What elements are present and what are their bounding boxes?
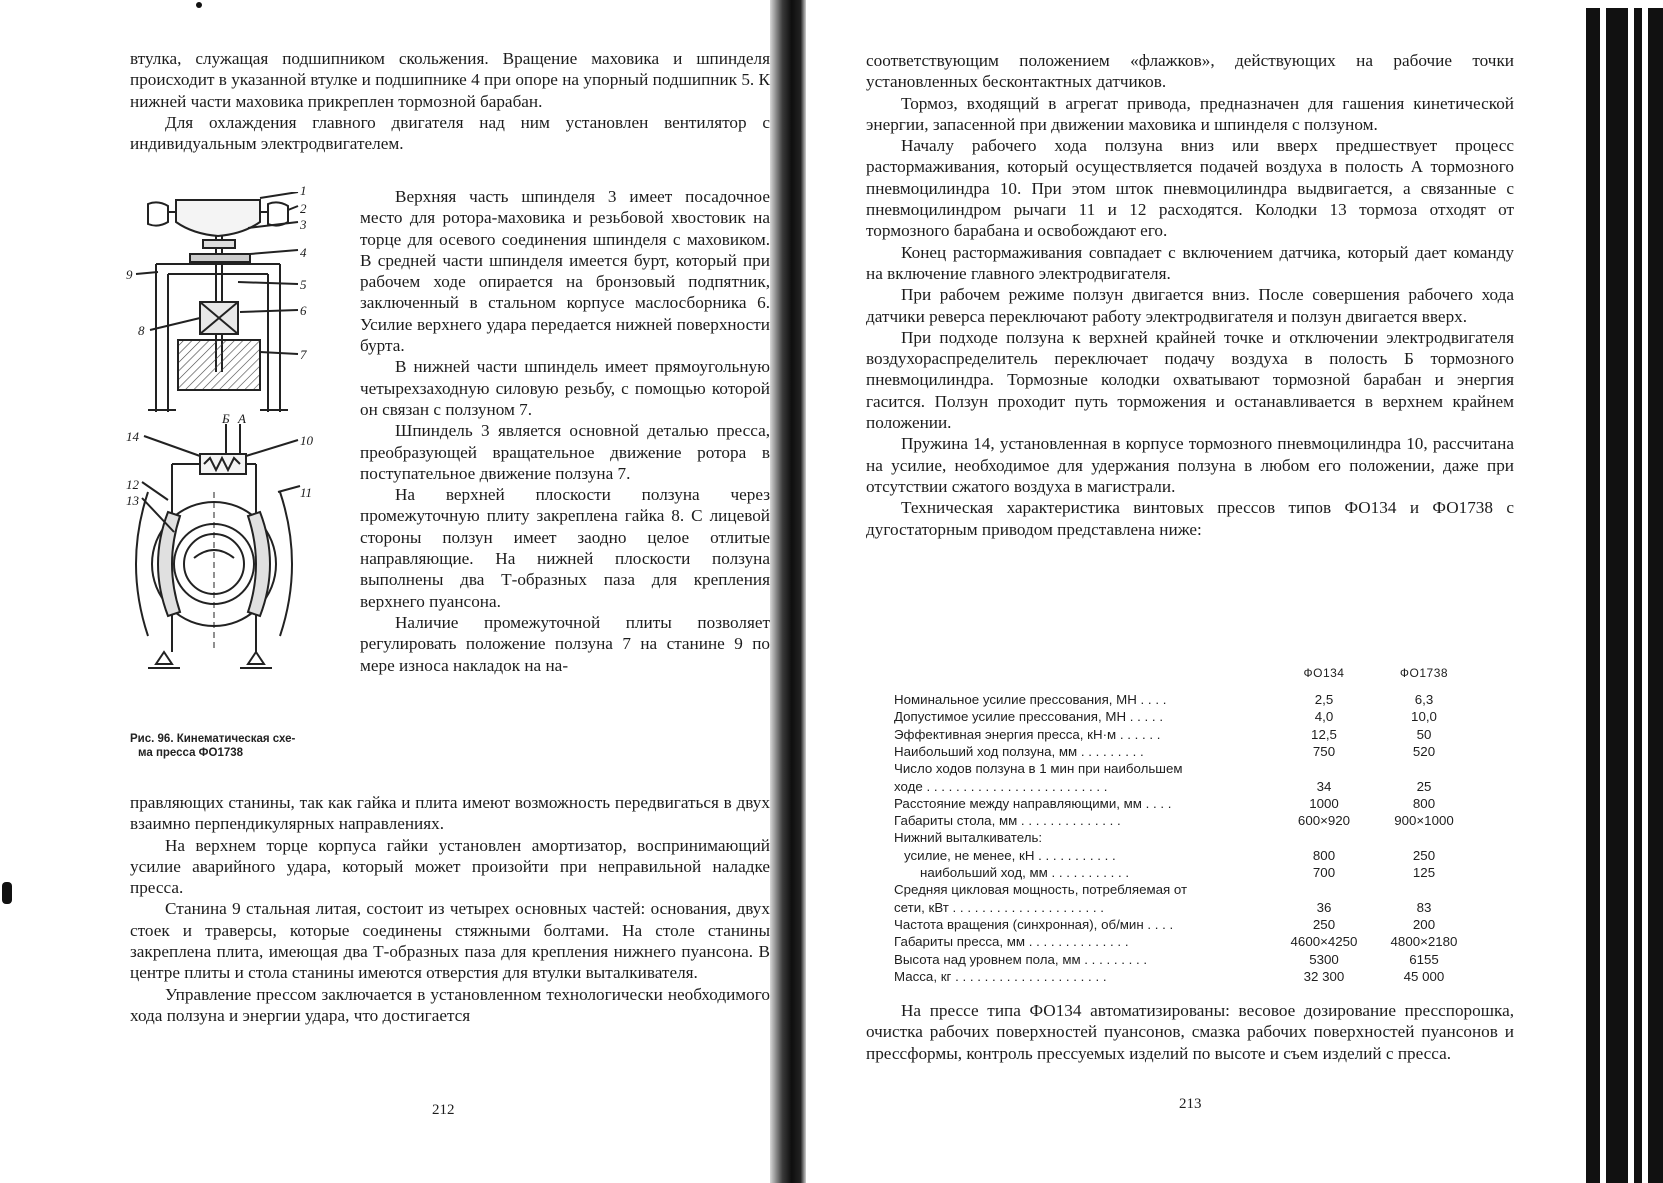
left-text-top — [130, 48, 770, 154]
callout-13: 13 — [126, 493, 139, 508]
spec-label: Частота вращения (синхронная), об/мин . . . . — [894, 916, 1174, 932]
spec-row — [894, 813, 1494, 830]
spec-row — [894, 952, 1494, 969]
figure-caption — [130, 732, 330, 760]
callout-14: 14 — [126, 429, 139, 444]
paragraph: Верхняя часть шпинделя 3 имеет посадочное место для ротора-маховика и резьбовой хвостовик на торце для осевого соединения шпинделя с маховиком. В средней части шпинделя имеется бурт, который при рабочем ходе опирается на бронзовый подпятник, заключенный в стальном корпусе маслосборника 6. Усилие верхнего удара передается нижней поверхности бурта. — [360, 187, 770, 356]
spec-value-fo1738: 800 — [1412, 795, 1436, 811]
spec-label: Нижний выталкиватель: — [894, 830, 1043, 846]
callout-9: 9 — [126, 267, 133, 282]
spec-row — [894, 727, 1494, 744]
caption-line: ма пресса ФО1738 — [138, 747, 244, 759]
scan-edge-stripe — [1634, 8, 1642, 1183]
spec-value-fo1738: 10,0 — [1411, 709, 1437, 725]
spec-label: усилие, не менее, кН . . . . . . . . . . . — [904, 847, 1116, 863]
spec-col-header: ФО134 — [1303, 666, 1345, 680]
spec-value-fo1738: 900×1000 — [1394, 813, 1454, 829]
spec-value-fo134: 600×920 — [1297, 813, 1351, 829]
spec-value-fo134: 36 — [1316, 899, 1332, 915]
spec-row — [894, 917, 1494, 934]
spec-value-fo1738: 6155 — [1409, 951, 1439, 967]
spec-row — [894, 779, 1494, 796]
paragraph: Управление прессом заключается в установленном технологически необходимого хода ползуна и энергии удара, что достигается — [130, 984, 770, 1025]
spec-value-fo1738: 83 — [1416, 899, 1432, 915]
spec-value-fo1738: 50 — [1416, 726, 1432, 742]
callout-10: 10 — [300, 433, 313, 448]
spec-row — [894, 709, 1494, 726]
spec-value-fo134: 250 — [1312, 916, 1336, 932]
spec-label: Число ходов ползуна в 1 мин при наибольшем — [894, 761, 1183, 777]
paragraph: Для охлаждения главного двигателя над ним установлен вентилятор с индивидуальным электродвигателем. — [130, 112, 770, 154]
spec-value-fo1738: 250 — [1412, 847, 1436, 863]
scan-edge-stripe — [1648, 8, 1663, 1183]
spec-value-fo1738: 6,3 — [1414, 692, 1434, 707]
spec-value-fo134: 4600×4250 — [1290, 934, 1358, 950]
paragraph: Шпиндель 3 является основной деталью пресса, преобразующей вращательное движение ротора в поступательное движение ползуна 7. — [360, 421, 770, 483]
caption-line: Рис. 96. Кинематическая схе- — [130, 733, 296, 745]
spec-value-fo134: 1000 — [1309, 795, 1339, 811]
spec-label: Габариты пресса, мм . . . . . . . . . . . . . . — [894, 934, 1129, 950]
paragraph: Станина 9 стальная литая, состоит из четырех основных частей: основания, двух стоек и траверсы, которые соединены стяжными болтами. На столе станины закреплена плита, имеющая два Т-образных паза для крепления нижнего пуансона. В центре плиты и стола станины имеются отверстия для втулки выталкивателя. — [130, 899, 770, 983]
paragraph: втулка, служащая подшипником скольжения. Вращение маховика и шпинделя происходит в указанной втулке и подшипнике 4 при опоре на упорный подшипник 5. К нижней части маховика прикреплен тормозной барабан. — [130, 49, 770, 111]
callout-4: 4 — [300, 245, 307, 260]
spec-label: сети, кВт . . . . . . . . . . . . . . . . . . . . . — [894, 899, 1105, 915]
spec-label: Расстояние между направляющими, мм . . . . — [894, 795, 1172, 811]
spec-row — [894, 744, 1494, 761]
callout-11: 11 — [300, 485, 313, 500]
paragraph: Началу рабочего хода ползуна вниз или вверх предшествует процесс растормаживания, который осуществляется подачей воздуха в полость А тормозного пневмоцилиндра 10. При этом шток пневмоцилиндра выдвигается, а связанные с пневмоцилиндром рычаги 11 и 12 расходятся. Колодки 13 тормоза отходят от тормозного барабана и освобождают его. — [866, 136, 1514, 241]
spec-value-fo134: 5300 — [1309, 951, 1339, 967]
callout-8: 8 — [138, 323, 145, 338]
left-page — [0, 0, 780, 1183]
callout-7: 7 — [300, 347, 307, 362]
callout-3: 3 — [300, 217, 307, 232]
paragraph: Техническая характеристика винтовых прессов типов ФО134 и ФО1738 с дугостаторным приводом представлена ниже: — [866, 498, 1514, 539]
scan-edge-stripe — [1606, 8, 1628, 1183]
spec-value-fo1738: 200 — [1412, 916, 1436, 932]
scan-edge-stripe — [1586, 8, 1600, 1183]
spec-label: Масса, кг . . . . . . . . . . . . . . . . . . . . . — [894, 968, 1107, 984]
spec-label: Эффективная энергия пресса, кН·м . . . . . . — [894, 726, 1161, 742]
paragraph: соответствующим положением «флажков», действующих на рабочие точки установленных бесконтактных датчиков. — [866, 51, 1514, 92]
page-number: 213 — [1179, 1096, 1202, 1112]
paragraph: При подходе ползуна к верхней крайней точке и отключении электродвигателя воздухораспределитель переключает подачу воздуха в полость Б тормозного пневмоцилиндра. Тормозные колодки охватывают тормозной барабан и энергия гасится. Ползун проходит путь торможения и останавливается в верхнем крайнем положении. — [866, 327, 1514, 433]
spec-label: Высота над уровнем пола, мм . . . . . . . . . — [894, 951, 1148, 967]
spec-value-fo134: 2,5 — [1314, 692, 1334, 707]
callout-1: 1 — [300, 183, 307, 198]
spec-value-fo134: 12,5 — [1311, 726, 1337, 742]
spec-value-fo134: 34 — [1316, 778, 1332, 794]
spec-label: Наибольший ход ползуна, мм . . . . . . . . . — [894, 743, 1144, 759]
left-text-side — [360, 186, 770, 676]
spec-label: ходе . . . . . . . . . . . . . . . . . . . . . . . . . — [894, 778, 1108, 794]
right-text-top — [866, 50, 1514, 540]
spec-row — [894, 848, 1494, 865]
paragraph: При рабочем режиме ползун двигается вниз. После совершения рабочего хода датчики реверса переключают работу электродвигателя и ползун двигается вверх. — [866, 285, 1514, 326]
callout-2: 2 — [300, 201, 307, 216]
right-page — [806, 0, 1576, 1183]
paragraph: Конец растормаживания совпадает с включением датчика, который дает команду на включение главного электродвигателя. — [866, 242, 1514, 283]
paragraph: На верхней плоскости ползуна через промежуточную плиту закреплена гайка 8. С лицевой стороны ползун имеет заодно целое отлитые направляющие. На нижней плоскости ползуна выполнены два Т-образных паза для крепления верхнего пуансона. — [360, 485, 770, 611]
spec-row — [894, 969, 1494, 986]
spec-label: наибольший ход, мм . . . . . . . . . . . — [920, 865, 1130, 880]
kinematic-diagram — [128, 192, 358, 727]
spec-col-header: ФО1738 — [1399, 666, 1449, 680]
spec-row — [894, 865, 1494, 882]
spec-row — [894, 692, 1494, 709]
paragraph: Пружина 14, установленная в корпусе тормозного пневмоцилиндра 10, рассчитана на усилие, необходимое для удержания ползуна в любом его положении, даже при отсутствии сжатого воздуха в магистрали. — [866, 434, 1514, 496]
spec-value-fo1738: 45 000 — [1403, 968, 1445, 984]
callout-5: 5 — [300, 277, 307, 292]
spec-row — [894, 900, 1494, 917]
spec-value-fo134: 32 300 — [1303, 968, 1345, 984]
spec-row — [894, 934, 1494, 951]
paragraph: На верхнем торце корпуса гайки установлен амортизатор, воспринимающий усилие аварийного удара, который может произойти при неправильной наладке пресса. — [130, 835, 770, 898]
right-text-bottom — [866, 1000, 1514, 1064]
spec-row — [894, 761, 1494, 778]
spec-label: Номинальное усилие прессования, МН . . . . — [894, 692, 1167, 707]
callout-a: А — [238, 411, 246, 426]
spec-value-fo134: 4,0 — [1314, 709, 1334, 725]
page-number: 212 — [432, 1102, 455, 1118]
spec-row — [894, 830, 1494, 847]
callout-6: 6 — [300, 303, 307, 318]
spec-value-fo1738: 4800×2180 — [1390, 934, 1458, 950]
spec-value-fo1738: 520 — [1412, 743, 1436, 759]
spec-value-fo134: 800 — [1312, 847, 1336, 863]
callout-12: 12 — [126, 477, 139, 492]
paragraph: Тормоз, входящий в агрегат привода, предназначен для гашения кинетической энергии, запасенной при движении маховика и шпинделя с ползуном. — [866, 93, 1514, 134]
spec-label: Допустимое усилие прессования, МН . . . . . — [894, 709, 1164, 725]
paragraph: В нижней части шпиндель имеет прямоугольную четырехзаходную силовую резьбу, с помощью которой он связан с ползуном 7. — [360, 357, 770, 419]
spec-row — [894, 796, 1494, 813]
spec-value-fo134: 700 — [1312, 865, 1336, 880]
spec-value-fo1738: 125 — [1412, 865, 1436, 880]
left-text-bottom — [130, 792, 770, 1026]
paragraph: правляющих станины, так как гайка и плита имеют возможность передвигаться в двух взаимно перпендикулярных направлениях. — [130, 793, 770, 834]
spec-row — [894, 882, 1494, 899]
spec-table — [894, 666, 1494, 986]
spec-value-fo134: 750 — [1312, 743, 1336, 759]
callout-b: Б — [222, 411, 230, 426]
spec-label: Средняя цикловая мощность, потребляемая от — [894, 882, 1188, 898]
paragraph: Наличие промежуточной плиты позволяет регулировать положение ползуна 7 на станине 9 по мере износа накладок на на- — [360, 612, 770, 675]
spec-label: Габариты стола, мм . . . . . . . . . . . . . . — [894, 813, 1121, 829]
spec-value-fo1738: 25 — [1416, 778, 1432, 794]
paragraph: На прессе типа ФО134 автоматизированы: весовое дозирование пресспорошка, очистка рабочих поверхностей пуансонов, смазка рабочих поверхностей пуансонов и прессформы, контроль прессуемых изделий по высоте и съем изделий с пресса. — [866, 1001, 1514, 1063]
